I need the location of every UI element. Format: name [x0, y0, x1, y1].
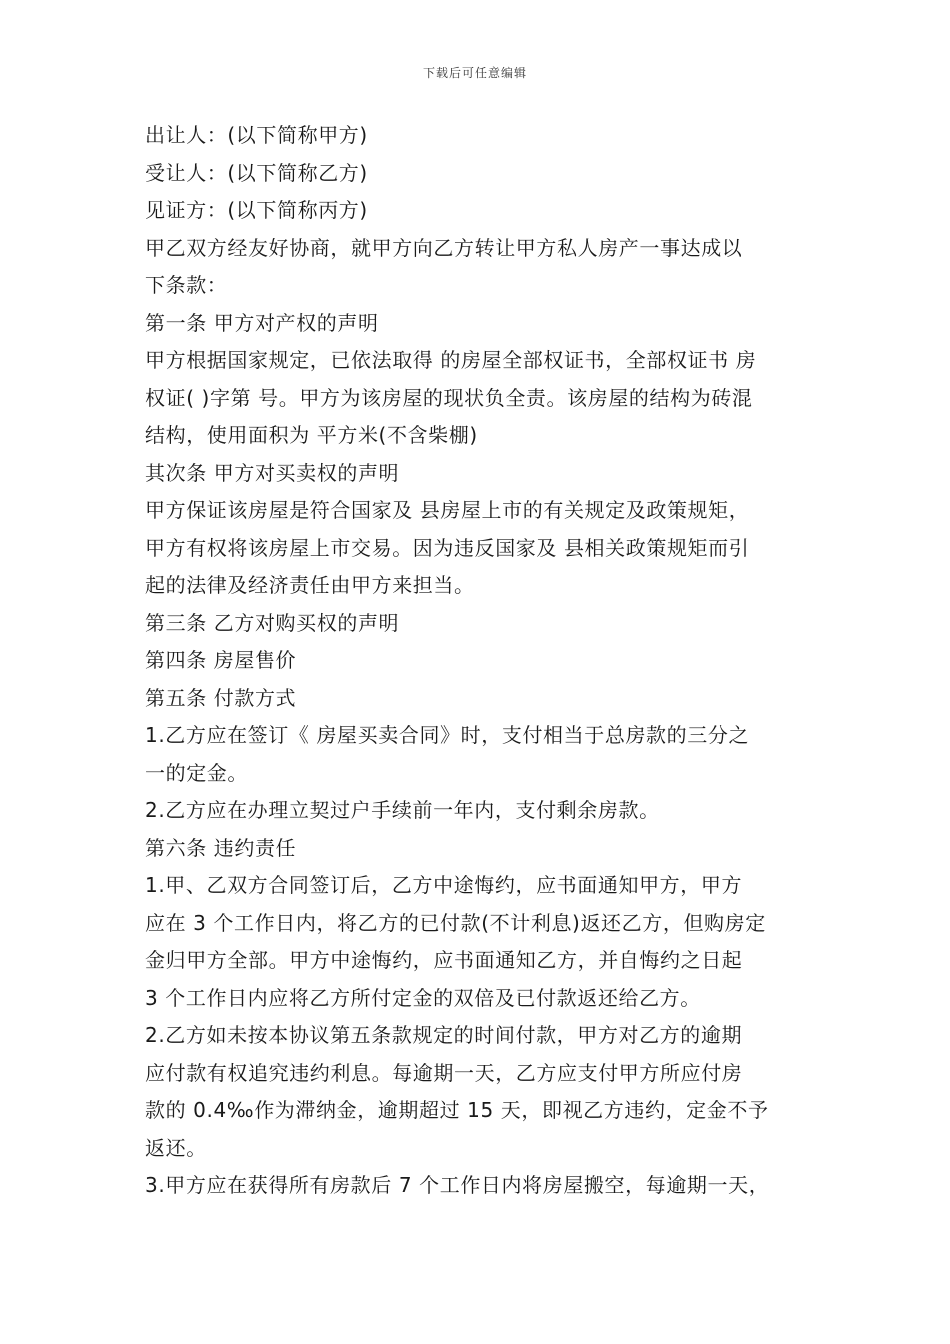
article-5-heading: 第五条 付款方式	[145, 685, 297, 710]
article-1-heading: 第一条 甲方对产权的声明	[145, 310, 379, 335]
article-6-item-2c: 款的 0.4‰作为滞纳金，逾期超过 15 天，即视乙方违约，定金不予	[145, 1098, 769, 1122]
article-6-item-2a: 2.乙方如未按本协议第五条款规定的时间付款，甲方对乙方的逾期	[145, 1023, 743, 1047]
line-intro-2: 下条款：	[145, 273, 228, 297]
article-2-heading: 其次条 甲方对买卖权的声明	[145, 460, 400, 485]
line-party-b: 受让人：(以下简称乙方)	[145, 160, 368, 185]
article-1-text-2: 权证( )字第 号。甲方为该房屋的现状负全责。该房屋的结构为砖混	[145, 385, 753, 410]
article-2-text-3: 起的法律及经济责任由甲方来担当。	[145, 573, 475, 597]
article-6-item-2b: 应付款有权追究违约利息。每逾期一天，乙方应支付甲方所应付房	[145, 1060, 743, 1085]
article-6-item-1d: 3 个工作日内应将乙方所付定金的双倍及已付款返还给乙方。	[145, 985, 701, 1010]
article-1-text-3: 结构，使用面积为 平方米(不含柴棚)	[145, 423, 478, 447]
article-6-item-2d: 返还。	[145, 1135, 207, 1160]
line-intro-1: 甲乙双方经友好协商，就甲方向乙方转让甲方私人房产一事达成以	[145, 235, 743, 260]
article-5-item-2: 2.乙方应在办理立契过户手续前一年内，支付剩余房款。	[145, 798, 660, 822]
article-2-text-1: 甲方保证该房屋是符合国家及 县房屋上市的有关规定及政策规矩，	[145, 498, 750, 522]
article-6-item-3a: 3.甲方应在获得所有房款后 7 个工作日内将房屋搬空，每逾期一天，	[145, 1173, 770, 1197]
article-3-heading: 第三条 乙方对购买权的声明	[145, 610, 400, 635]
line-witness: 见证方：(以下简称丙方)	[145, 198, 368, 222]
article-2-text-2: 甲方有权将该房屋上市交易。因为违反国家及 县相关政策规矩而引	[145, 535, 750, 560]
article-6-item-1c: 金归甲方全部。甲方中途悔约，应书面通知乙方，并自悔约之日起	[145, 948, 743, 972]
article-6-heading: 第六条 违约责任	[145, 835, 297, 860]
article-5-item-1b: 一的定金。	[145, 760, 248, 785]
article-5-item-1a: 1.乙方应在签订《 房屋买卖合同》时，支付相当于总房款的三分之	[145, 723, 750, 747]
article-6-item-1b: 应在 3 个工作日内，将乙方的已付款(不计利息)返还乙方，但购房定	[145, 910, 766, 935]
contract-body	[145, 117, 825, 1205]
header-note: 下载后可任意编辑	[422, 66, 527, 80]
article-6-item-1a: 1.甲、乙双方合同签订后，乙方中途悔约，应书面通知甲方，甲方	[145, 873, 743, 897]
article-4-heading: 第四条 房屋售价	[145, 648, 297, 672]
article-1-text-1: 甲方根据国家规定，已依法取得 的房屋全部权证书，全部权证书 房	[145, 348, 757, 372]
line-party-a: 出让人：(以下简称甲方)	[145, 123, 368, 147]
